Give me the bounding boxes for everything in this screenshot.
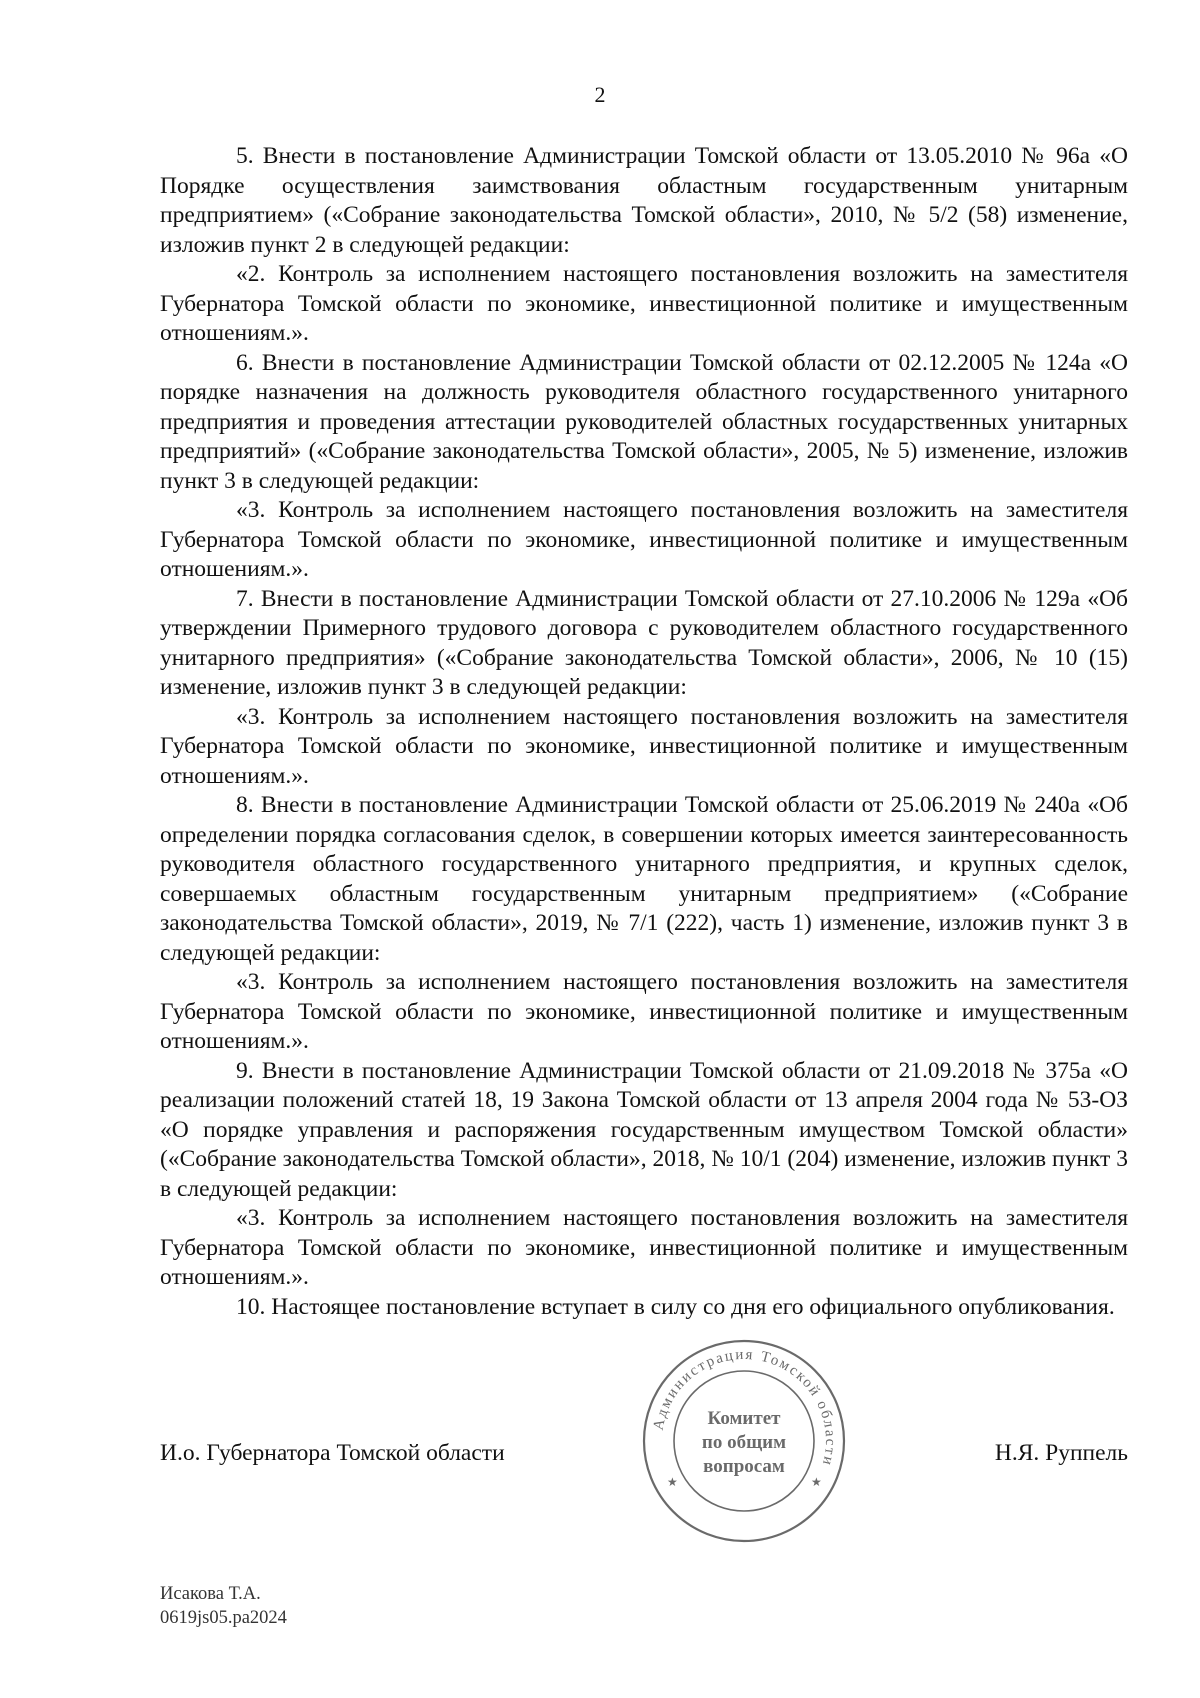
paragraph-9: 9. Внести в постановление Администрации Томской области от 21.09.2018 № 375а «О реализации положений статей 18, 19 Закона Томской области от 13 апреля 2004 года № 53-ОЗ «О порядке управления и распоряжения государственным имуществом Томской области» («Собрание законодательства Томской области», 2018, № 10/1 (204) изменение, изложив пункт 3 в следующей редакции:: [160, 1057, 1128, 1202]
file-code: 0619js05.pa2024: [160, 1608, 287, 1628]
paragraph-8: 8. Внести в постановление Администрации Томской области от 25.06.2019 № 240а «Об определении порядка согласования сделок, в совершении которых имеется заинтересованность руководителя областного государственного унитарного предприятия, и крупных сделок, совершаемых областным государственным унитарным предприятием» («Собрание законодательства Томской области», 2019, № 7/1 (222), часть 1) изменение, изложив пункт 3 в следующей редакции:: [160, 792, 1128, 966]
paragraph-6: 6. Внести в постановление Администрации Томской области от 02.12.2005 № 124а «О порядке назначения на должность руководителя областного государственного унитарного предприятия и проведения аттестации руководителей областных государственных унитарных предприятий» («Собрание законодательства Томской области», 2005, № 5) изменение, изложив пункт 3 в следующей редакции:: [160, 349, 1128, 494]
stamp-center-line-2: по общим: [701, 1432, 787, 1453]
document-body: [160, 142, 1128, 1322]
signer-name: Н.Я. Руппель: [994, 1440, 1128, 1466]
stamp-star-icon: ★: [667, 1475, 678, 1489]
signer-title: И.о. Губернатора Томской области: [160, 1440, 505, 1466]
quote-paragraph-6: «3. Контроль за исполнением настоящего постановления возложить на заместителя Губернатора Томской области по экономике, инвестиционной политике и имущественным отношениям.».: [160, 497, 1128, 582]
paragraph-10: 10. Настоящее постановление вступает в силу со дня его официального опубликования.: [236, 1293, 1115, 1320]
stamp-center-line-3: вопросам: [703, 1456, 785, 1477]
official-stamp: [639, 1336, 849, 1546]
executor-name: Исакова Т.А.: [160, 1584, 261, 1604]
page-number: 2: [594, 82, 606, 107]
stamp-star-icon: ★: [811, 1475, 822, 1489]
quote-paragraph-5: «2. Контроль за исполнением настоящего постановления возложить на заместителя Губернатора Томской области по экономике, инвестиционной политике и имущественным отношениям.».: [160, 261, 1128, 346]
quote-paragraph-7: «3. Контроль за исполнением настоящего постановления возложить на заместителя Губернатора Томской области по экономике, инвестиционной политике и имущественным отношениям.».: [160, 703, 1128, 789]
stamp-ring-textpath: Администрация Томской области: [650, 1346, 839, 1469]
quote-paragraph-8: «3. Контроль за исполнением настоящего постановления возложить на заместителя Губернатора Томской области по экономике, инвестиционной политике и имущественным отношениям.».: [160, 969, 1128, 1054]
quote-paragraph-9: «3. Контроль за исполнением настоящего постановления возложить на заместителя Губернатора Томской области по экономике, инвестиционной политике и имущественным отношениям.».: [160, 1205, 1128, 1290]
paragraph-5: 5. Внести в постановление Администрации Томской области от 13.05.2010 № 96а «О Порядке осуществления заимствования областным государственным унитарным предприятием» («Собрание законодательства Томской области», 2010, № 5/2 (58) изменение, изложив пункт 2 в следующей редакции:: [160, 143, 1128, 258]
executor-block: [160, 1582, 287, 1630]
paragraph-7: 7. Внести в постановление Администрации Томской области от 27.10.2006 № 129а «Об утверждении Примерного трудового договора с руководителем областного государственного унитарного предприятия» («Собрание законодательства Томской области», 2006, № 10 (15) изменение, изложив пункт 3 в следующей редакции:: [160, 585, 1128, 700]
stamp-center-line-1: Комитет: [707, 1408, 781, 1429]
